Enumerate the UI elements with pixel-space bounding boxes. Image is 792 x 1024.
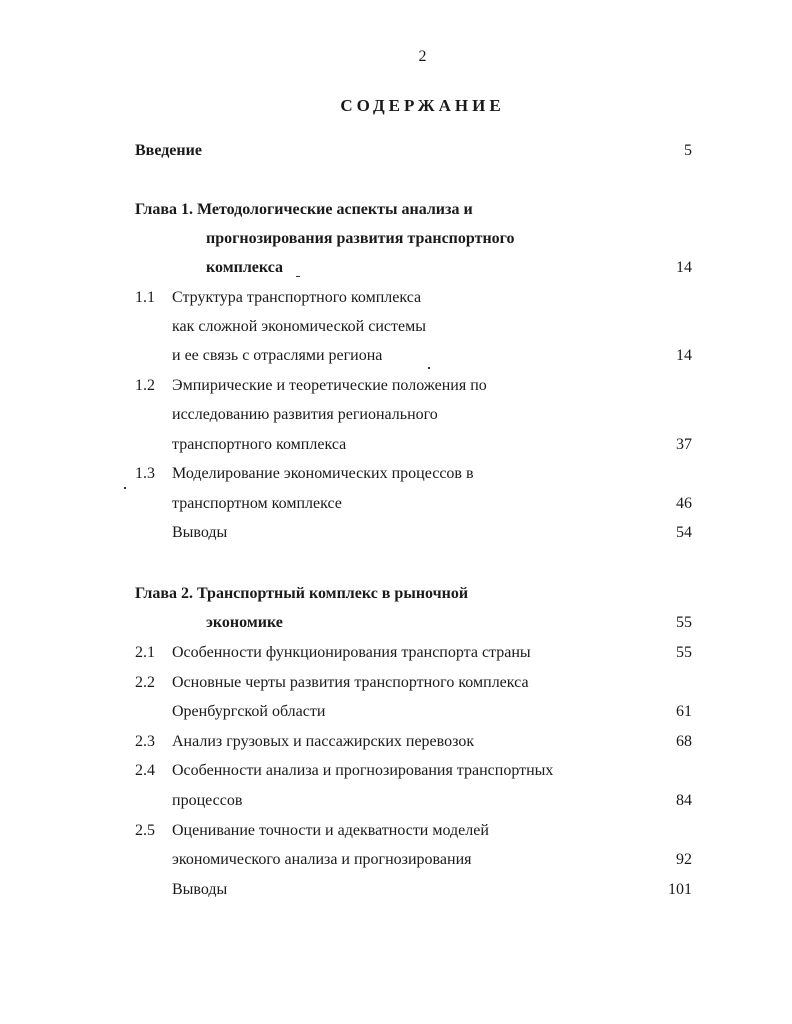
- section-2-3-page: 68: [676, 733, 692, 750]
- section-2-2-page: 61: [676, 703, 692, 720]
- section-2-2-line2: Оренбургской области: [172, 703, 326, 720]
- section-1-3-line1: Моделирование экономических процессов в: [172, 465, 474, 482]
- section-2-1-number: 2.1: [135, 644, 155, 661]
- chapter2-title-line1: Глава 2. Транспортный комплекс в рыночной: [135, 585, 469, 602]
- section-1-2-line3: транспортного комплекса: [172, 436, 347, 453]
- section-2-3-line1: Анализ грузовых и пассажирских перевозок: [172, 733, 475, 750]
- section-2-1-page: 55: [676, 644, 692, 661]
- section-1-3-line2: транспортном комплексе: [172, 495, 342, 512]
- section-2-5-page: 92: [676, 851, 692, 868]
- section-1-2-line2: исследованию развития регионального: [172, 406, 438, 423]
- section-1-2-number: 1.2: [135, 377, 155, 394]
- section-2-1-line1: Особенности функционирования транспорта страны: [172, 644, 531, 661]
- chapter2-page: 55: [676, 614, 692, 631]
- section-1-1-page: 14: [676, 347, 692, 364]
- scan-speck: [296, 276, 300, 277]
- page-title: СОДЕРЖАНИЕ: [340, 96, 505, 115]
- chapter1-title-line2: прогнозирования развития транспортного: [206, 230, 515, 247]
- section-1-1-line2: как сложной экономической системы: [172, 318, 426, 335]
- section-2-5-line2: экономического анализа и прогнозирования: [172, 851, 472, 868]
- section-2-5-number: 2.5: [135, 822, 155, 839]
- section-2-5-line1: Оценивание точности и адекватности моделей: [172, 822, 489, 839]
- toc-intro-page: 5: [684, 142, 692, 159]
- section-2-4-line2: процессов: [172, 792, 243, 809]
- section-1-3-number: 1.3: [135, 465, 155, 482]
- section-2-3-number: 2.3: [135, 733, 155, 750]
- section-2-2-number: 2.2: [135, 674, 155, 691]
- section-1-1-line1: Структура транспортного комплекса: [172, 289, 422, 306]
- chapter1-conclusions-page: 54: [676, 524, 692, 541]
- scan-speck: [124, 487, 126, 489]
- section-1-3-page: 46: [676, 495, 692, 512]
- toc-intro-label: Введение: [135, 142, 202, 159]
- chapter1-page: 14: [676, 259, 692, 276]
- section-1-1-line3: и ее связь с отраслями региона: [172, 347, 383, 364]
- section-2-4-line1: Особенности анализа и прогнозирования транспортных: [172, 762, 554, 779]
- chapter1-title-line3: комплекса: [206, 259, 284, 276]
- section-2-4-page: 84: [676, 792, 692, 809]
- section-2-2-line1: Основные черты развития транспортного комплекса: [172, 674, 529, 691]
- chapter2-conclusions-page: 101: [668, 881, 692, 898]
- chapter1-conclusions-label: Выводы: [172, 524, 228, 541]
- scan-speck: [428, 367, 430, 369]
- section-1-2-line1: Эмпирические и теоретические положения по: [172, 377, 487, 394]
- chapter1-title-line1: Глава 1. Методологические аспекты анализа и: [135, 201, 473, 218]
- section-1-2-page: 37: [676, 436, 692, 453]
- chapter2-conclusions-label: Выводы: [172, 881, 228, 898]
- section-1-1-number: 1.1: [135, 289, 155, 306]
- chapter2-title-line2: экономике: [206, 614, 283, 631]
- page-number: 2: [418, 48, 427, 65]
- section-2-4-number: 2.4: [135, 762, 155, 779]
